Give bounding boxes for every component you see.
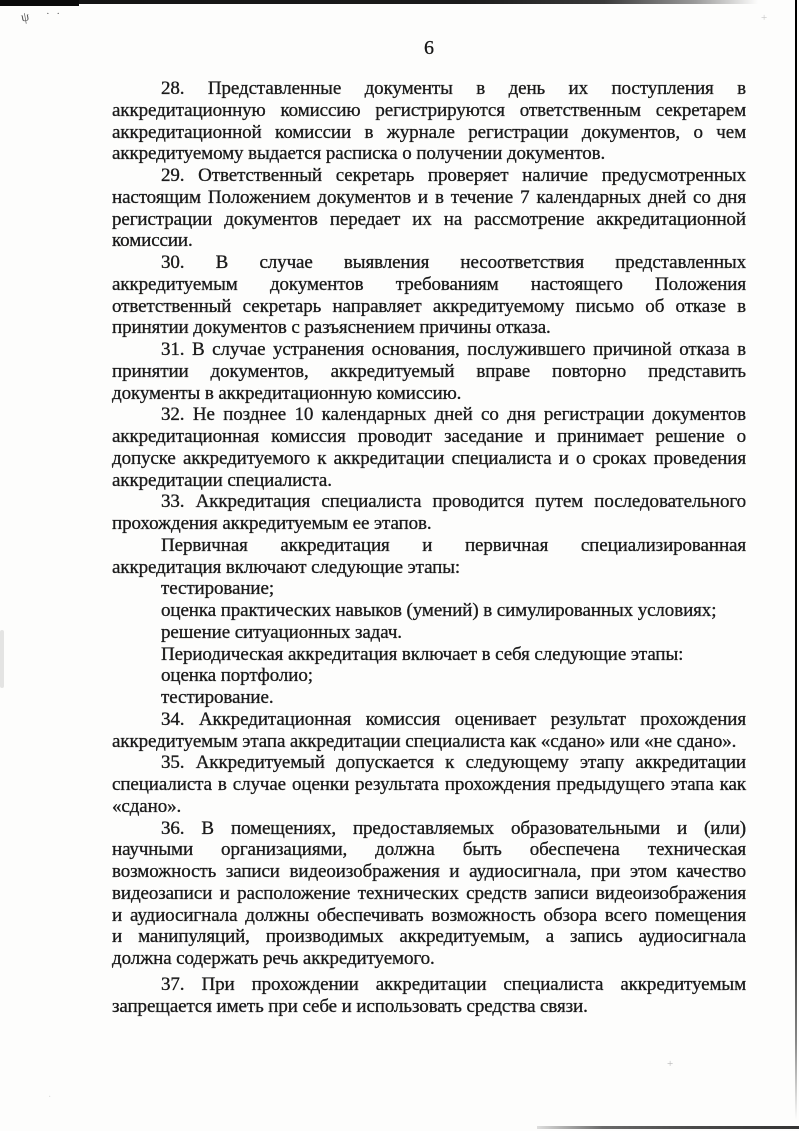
text-line: «сдано». (112, 795, 182, 817)
text-line: видеозаписи и расположение технических средств записи видеоизображения (112, 882, 746, 904)
text-line: документы в аккредитационную комиссию. (112, 382, 462, 404)
paragraph-28 (112, 78, 746, 165)
text-line: Периодическая аккредитация включает в себя следующие этапы: (161, 643, 684, 665)
text-line: оценка практических навыков (умений) в симулированных условиях; (161, 600, 717, 621)
stage-practical-skills (112, 600, 746, 622)
text-line: аккредитуемым этапа аккредитации специалиста как «сдано» или «не сдано». (112, 730, 737, 752)
text-line: и манипуляций, производимых аккредитуемым, а запись аудиосигнала (112, 926, 746, 948)
text-line: 31. В случае устранения основания, послужившего причиной отказа в (161, 339, 746, 360)
text-line: и аудиосигнала должны обеспечивать возможность обзора всего помещения (112, 904, 746, 926)
text-line: научными организациями, должна быть обеспечена техническая (112, 839, 746, 861)
primary-stages-intro (112, 535, 746, 579)
text-line: допуске аккредитуемого к аккредитации специалиста и о сроках проведения (112, 447, 746, 469)
stage-testing-periodic (112, 687, 746, 709)
text-line: прохождения аккредитуемым ее этапов. (112, 513, 432, 534)
pencil-mark-squiggle: ψ (19, 8, 31, 25)
text-line: аккредитация включают следующие этапы: (112, 556, 461, 578)
text-line: 33. Аккредитация специалиста проводится путем последовательного (161, 491, 746, 513)
text-line: 34. Аккредитационная комиссия оценивает результат прохождения (161, 708, 746, 730)
text-line: 35. Аккредитуемый допускается к следующему этапу аккредитации (161, 752, 746, 774)
paragraph-35 (112, 752, 746, 817)
text-line: 30. В случае выявления несоответствия представленных (161, 252, 746, 273)
stage-situational-tasks (112, 622, 746, 644)
paragraph-33 (112, 491, 746, 535)
text-line: аккредитационную комиссию регистрируются ответственным секретарем (112, 99, 746, 121)
scan-edge-right-line (795, 0, 797, 1120)
text-line: регистрации документов передает их на рассмотрение аккредитационной (112, 208, 746, 230)
text-line: аккредитационной комиссии в журнале регистрации документов, о чем (112, 121, 746, 143)
text-line: аккредитуемым документов требованиям настоящего Положения (112, 273, 746, 295)
text-line: принятии документов с разъяснением причины отказа. (112, 317, 551, 339)
pencil-mark-dots: · · (46, 8, 63, 20)
text-line: тестирование. (161, 687, 274, 708)
speck-bottom-left: · (48, 1092, 52, 1103)
text-line: Первичная аккредитация и первичная специализированная (161, 534, 746, 556)
text-line: 37. При прохождении аккредитации специалиста аккредитуемым (161, 973, 746, 995)
text-line: ответственный секретарь направляет аккредитуемому письмо об отказе в (112, 295, 746, 317)
paragraph-29 (112, 165, 746, 252)
text-line: комиссии. (112, 230, 193, 252)
registration-mark-bottom: + (667, 1058, 674, 1070)
scan-edge-bottom-line (537, 1126, 799, 1129)
page-number: 6 (424, 37, 434, 59)
scan-edge-top-thick (0, 0, 79, 6)
text-line: аккредитуемому выдается расписка о получении документов. (112, 143, 606, 165)
paragraph-36 (112, 818, 746, 970)
text-line: специалиста в случае оценки результата прохождения предыдущего этапа как (112, 774, 746, 795)
paragraph-32 (112, 404, 746, 491)
text-line: аккредитационная комиссия проводит заседание и принимает решение о (112, 426, 746, 447)
stage-testing (112, 578, 746, 600)
text-line: 36. В помещениях, предоставляемых образовательными и (или) (161, 817, 746, 839)
periodic-stages-intro (112, 644, 746, 666)
text-line: оценка портфолио; (161, 665, 313, 687)
text-line: тестирование; (161, 578, 275, 600)
text-line: 28. Представленные документы в день их поступления в (161, 78, 746, 99)
scan-edge-top-thin (79, 0, 779, 4)
paragraph-34 (112, 709, 746, 753)
text-line: принятии документов, аккредитуемый вправе повторно представить (112, 360, 746, 382)
scan-smudge-left (0, 630, 4, 688)
document-body (112, 78, 746, 1017)
text-line: 29. Ответственный секретарь проверяет наличие предусмотренных (161, 165, 746, 186)
stage-portfolio (112, 665, 746, 687)
text-line: аккредитации специалиста. (112, 469, 332, 491)
text-line: решение ситуационных задач. (161, 621, 402, 643)
paragraph-31 (112, 339, 746, 404)
text-line: 32. Не позднее 10 календарных дней со дня регистрации документов (161, 404, 746, 426)
paragraph-30 (112, 252, 746, 339)
text-line: настоящим Положением документов и в течение 7 календарных дней со дня (112, 186, 746, 208)
text-line: возможность записи видеоизображения и аудиосигнала, при этом качество (112, 861, 746, 882)
text-line: должна содержать речь аккредитуемого. (112, 948, 435, 969)
paragraph-37 (112, 974, 746, 1018)
text-line: запрещается иметь при себе и использовать средства связи. (112, 995, 588, 1017)
registration-mark-top-right: + (761, 12, 768, 24)
